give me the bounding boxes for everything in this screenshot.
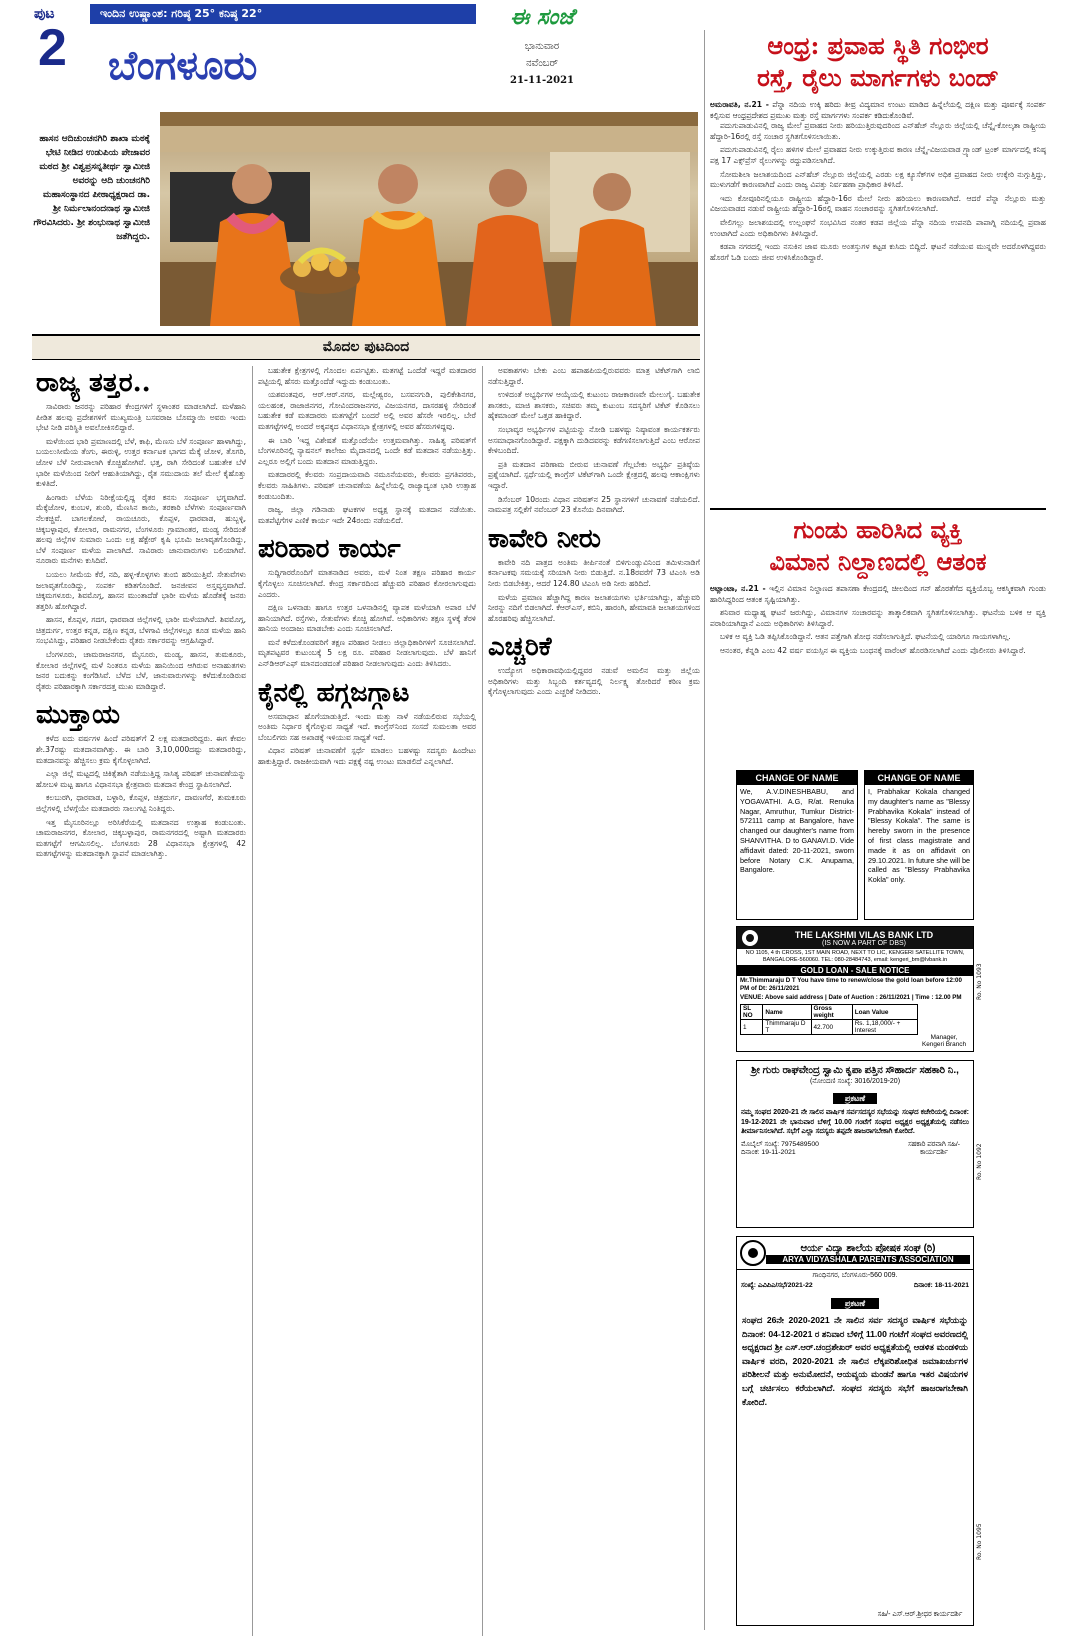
- day-label: ಭಾನುವಾರ: [524, 41, 560, 52]
- date-label: 21-11-2021: [510, 75, 574, 86]
- paragraph: ಕಳೆದ ಐದು ವರ್ಷಗಳ ಹಿಂದೆ ಪರಿಷತ್‌ಗೆ 2 ಲಕ್ಷ ಮತದಾರರಿದ್ದರು. ಈಗ ಕೇವಲ ಶೇ.37ರಷ್ಟು ಮತದಾನವಾಗಿತ್ತು. ಈ ಬಾರಿ 3,10,000ದಷ್ಟು ಮತದಾರರಿದ್ದು, ಮತದಾನವನ್ನು ಹೆಚ್ಚಿಸಲು ಕ್ರಮ ಕೈಗೊಳ್ಳಲಾಗಿದೆ.: [36, 734, 246, 765]
- monk-figure-2: [352, 164, 446, 326]
- notice-body: I, Prabhakar Kokala changed my daughter's name as "Blessy Prabhavika Kokala" instead of "Blessy Kokala". The same is hereby sworn in the presence of first class magistrate and made it as on affidavit on 29.10.2021. In future she will be called as "Blessy Prabhavika Kokla" only.: [868, 787, 970, 885]
- masthead: [0, 0, 700, 108]
- notice-tag: ಪ್ರಕಟಣೆ: [833, 1093, 877, 1104]
- paragraph: ಕಲಬುರಗಿ, ಧಾರವಾಡ, ಬಳ್ಳಾರಿ, ಕೊಪ್ಪಳ, ಚಿತ್ರದುರ್ಗ, ದಾವಣಗೆರೆ, ತುಮಕೂರು ಜಿಲ್ಲೆಗಳಲ್ಲಿ ಬೆಳಗ್ಗೆಯೇ ಮತದಾರರು ಸಾಲುಗಟ್ಟಿ ನಿಂತಿದ್ದರು.: [36, 793, 246, 813]
- headline-line-1: ಆಂಧ್ರ: ಪ್ರವಾಹ ಸ್ಥಿತಿ ಗಂಭೀರ: [767, 31, 989, 60]
- paragraph: ಬಳಿಕ ಆ ವ್ಯಕ್ತಿ ಓಡಿ ತಪ್ಪಿಸಿಕೊಂಡಿದ್ದಾನೆ. ಆತನ ಪತ್ತೆಗಾಗಿ ಶೋಧ ನಡೆಸಲಾಗುತ್ತಿದೆ. ಘಟನೆಯಲ್ಲಿ ಯಾರಿಗೂ ಗಾಯಗಳಾಗಿಲ್ಲ.: [720, 632, 1011, 642]
- paragraph: ಮಳೆಯ ಪ್ರಮಾಣ ಹೆಚ್ಚಾಗಿದ್ದ ಕಾರಣ ಜಲಾಶಯಗಳು ಭರ್ತಿಯಾಗಿದ್ದು, ಹೆಚ್ಚುವರಿ ನೀರನ್ನು ನದಿಗೆ ಬಿಡಲಾಗಿದೆ. ಕೆಆರ್‌ಎಸ್, ಕಬಿನಿ, ಹಾರಂಗಿ, ಹೇಮಾವತಿ ಜಲಾಶಯಗಳಿಂದ ಹೊರಹರಿವು ಹೆಚ್ಚಿಸಲಾಗಿದೆ.: [488, 592, 700, 623]
- notice-title: ಶ್ರೀ ಗುರು ರಾಘವೇಂದ್ರ ಸ್ವಾಮಿ ಕೃಪಾ ಪತ್ತಿನ ಸೌಹಾರ್ದ ಸಹಕಾರಿ ನಿ.,: [751, 1065, 959, 1076]
- paragraph: ಸಂಭಾವ್ಯರ ಅಭ್ಯರ್ಥಿಗಳ ಪಟ್ಟಿಯನ್ನು ನೋಡಿ ಬಹಳಷ್ಟು ನಿಷ್ಠಾವಂತ ಕಾರ್ಯಕರ್ತರು ಅಸಮಾಧಾನಗೊಂಡಿದ್ದಾರೆ. ಪಕ್ಷಕ್ಕಾಗಿ ದುಡಿದವರನ್ನು ಕಡೆಗಣಿಸಲಾಗುತ್ತಿದೆ ಎಂಬ ಆರೋಪ ಕೇಳಿಬಂದಿದೆ.: [488, 424, 700, 456]
- paragraph: ಸೋಮಶಿಲಾ ಜಲಾಶಯದಿಂದ ಎನ್‌ಹೆಚ್ ನೆಲ್ಲೂರು ಜಿಲ್ಲೆಯಲ್ಲಿ ಎರಡು ಲಕ್ಷ ಕ್ಯೂಸೆಕ್‌ಗಳ ಅಧಿಕ ಪ್ರವಾಹದ ನೀರು ಉಕ್ಕೇರಿ ನುಗ್ಗುತ್ತಿದ್ದು, ಮುಳುಗಡೆಗೆ ಕಾರಣವಾಗಿದೆ ಎಂದು ರಾಜ್ಯ ವಿಪತ್ತು ನಿರ್ವಹಣಾ ಪ್ರಾಧಿಕಾರ ತಿಳಿಸಿದೆ.: [710, 169, 1046, 190]
- paragraph: ಪದುಗುಪಾಡುವಿನಲ್ಲಿ ರೈಲು ಹಳಿಗಳ ಮೇಲೆ ಪ್ರವಾಹದ ನೀರು ಉಕ್ಕುತ್ತಿರುವ ಕಾರಣ ಚೆನ್ನೈ-ವಿಜಯವಾಡ ಗ್ರ್ಯಾಂಡ್ ಟ್ರಂಕ್ ಮಾರ್ಗದಲ್ಲಿ ಕನಿಷ್ಠ ಪಕ್ಷ 17 ಎಕ್ಸ್‌ಪ್ರೆಸ್ ರೈಲುಗಳನ್ನು ರದ್ದುಪಡಿಸಲಾಗಿದೆ.: [710, 145, 1046, 165]
- paragraph: ಬಯಲು ಸೀಮೆಯ ಕೆರೆ, ನದಿ, ಹಳ್ಳ-ಕೊಳ್ಳಗಳು ತುಂಬಿ ಹರಿಯುತ್ತಿವೆ. ಸೇತುವೆಗಳು ಜಲಾವೃತಗೊಂಡಿದ್ದು, ಸಂಪರ್ಕ ಕಡಿತಗೊಂಡಿದೆ. ಜನಜೀವನ ಅಸ್ತವ್ಯಸ್ತವಾಗಿದೆ. ಚಿಕ್ಕಮಗಳೂರು, ಶಿವಮೊಗ್ಗ, ಹಾಸನ ಮುಂತಾದೆಡೆ ಭಾರೀ ಮಳೆಯ ಹೊಡೆತಕ್ಕೆ ಜನರು ತತ್ತರಿಸಿ ಹೋಗಿದ್ದಾರೆ.: [36, 569, 246, 611]
- paragraph: ಯಶವಂತಪುರ, ಆರ್.ಆರ್.ನಗರ, ಮಲ್ಲೇಶ್ವರಂ, ಬಸವನಗುಡಿ, ಪುಲಿಕೇಶಿನಗರ, ಯಲಹಂಕ, ರಾಜಾಜಿನಗರ, ಗೋವಿಂದರಾಜನಗರ, ವಿಜಯನಗರ, ದಾಸರಹಳ್ಳಿ ಸೇರಿದಂತೆ ಬಹುತೇಕ ಕಡೆ ಮತದಾರರು ಮತಗಟ್ಟೆಗೆ ಬಂದರೆ ಅಲ್ಲಿ ಅವರ ಹೆಸರೇ ಇರಲಿಲ್ಲ. ಬೇರೆ ಮತಗಟ್ಟೆಗಳಲ್ಲಿ ಅಂದರೆ ಅಕ್ಕಪಕ್ಕದ ವಿಧಾನಸಭಾ ಕ್ಷೇತ್ರಗಳಲ್ಲಿ ಅವರ ಹೆಸರುಗಳಿದ್ದವು.: [258, 390, 476, 431]
- paragraph: ಕಾವೇರಿ ನದಿ ಪಾತ್ರದ ಅಂತಿಮ ತೀರ್ಪಿನಂತೆ ಬಿಳಿಗುಂಡ್ಲುವಿನಿಂದ ತಮಿಳುನಾಡಿಗೆ ಕರ್ನಾಟಕವು ಸಮಯಕ್ಕೆ ಸರಿಯಾಗಿ ನೀರು ಬಿಡುತ್ತಿದೆ. ನ.18ರವರೆಗೆ 73 ಟಿಎಂಸಿ ಅಡಿ ನೀರು ಬಿಡಬೇಕಿತ್ತು, ಆದರೆ 124.80 ಟಿಎಂಸಿ ಅಡಿ ನೀರು ಹರಿದಿದೆ.: [488, 557, 700, 588]
- bank-address: NO 1105, 4 th CROSS, 1ST MAIN ROAD, NEXT TO LIC, KENGERI SATELLITE TOWN, BANGALORE-560060. TEL: 080-28484743, email: kengeri_bm@lvbank.in: [745, 950, 965, 963]
- notice-body: Mr.Thimmaraju D T You have time to renew/close the gold loan before 12:00 PM of Dt: 26/11/2021: [740, 977, 962, 992]
- continued-banner-label: ಮೊದಲ ಪುಟದಿಂದ: [322, 339, 410, 355]
- association-emblem-icon: [740, 1240, 766, 1266]
- notice-phone: ಮೊಬೈಲ್ ಸಂಖ್ಯೆ: 7975489500: [741, 1140, 819, 1148]
- photo-caption: ಹಾಸನ ಆದಿಚುಂಚನಗಿರಿ ಶಾಖಾ ಮಠಕ್ಕೆ ಭೇಟಿ ನೀಡಿದ ಉಡುಪಿಯ ಪೇಜಾವರ ಮಠದ ಶ್ರೀ ವಿಶ್ವಪ್ರಸನ್ನತೀರ್ಥ ಸ್ವಾಮೀಜಿ ಅವರನ್ನು ಆದಿ ಚುಂಚನಗಿರಿ ಮಹಾಸಂಸ್ಥಾನದ ಪೀಠಾಧ್ಯಕ್ಷರಾದ ಡಾ. ಶ್ರೀ ನಿರ್ಮಲಾನಂದನಾಥ ಸ್ವಾಮೀಜಿ ಗೌರವಿಸಿದರು. ಶ್ರೀ ಶಂಭುನಾಥ ಸ್ವಾಮೀಜಿ ಜತೆಗಿದ್ದರು.: [33, 134, 150, 242]
- paragraph: ಹಿಂಗಾರು ಬೆಳೆಯ ನಿರೀಕ್ಷೆಯಲ್ಲಿದ್ದ ರೈತರ ಕನಸು ಸಂಪೂರ್ಣ ಭಗ್ನವಾಗಿದೆ. ಮೆಕ್ಕೆಜೋಳ, ಕುಂಬಳ, ಶುಂಠಿ, ಮೆಣಸಿನ ಕಾಯಿ, ತರಕಾರಿ ಬೆಳೆಗಳು ಸಂಪೂರ್ಣವಾಗಿ ನೆಲಕಚ್ಚಿವೆ. ಬಾಗಲಕೋಟೆ, ರಾಯಚೂರು, ಕೊಪ್ಪಳ, ಧಾರವಾಡ, ಹುಬ್ಬಳ್ಳಿ, ಚಿಕ್ಕಬಳ್ಳಾಪುರ, ಕೋಲಾರ, ರಾಮನಗರ, ಬೆಂಗಳೂರು ಗ್ರಾಮಾಂತರ, ಮಂಡ್ಯ ಸೇರಿದಂತೆ ಹಲವು ಜಿಲ್ಲೆಗಳ ಸುಮಾರು ಒಂದು ಲಕ್ಷ ಹೆಕ್ಟೇರ್ ಕೃಷಿ ಭೂಮಿ ಜಲಾವೃತಗೊಂಡಿದ್ದು, ಬೆಳೆ ಸಂಪೂರ್ಣ ಮಳೆಯ ಪಾಲಾಗಿದೆ. ಸಾವಿರಾರು ಜಾನುವಾರುಗಳು ಬಲಿಯಾಗಿವೆ. ನೂರಾರು ಮನೆಗಳು ಕುಸಿದಿವೆ.: [36, 492, 246, 566]
- cooperative-notice: [736, 1060, 974, 1228]
- headline-line-1: ಗುಂಡು ಹಾರಿಸಿದ ವ್ಯಕ್ತಿ: [793, 515, 963, 544]
- bank-gold-loan-notice: [736, 926, 974, 1052]
- notice-body: ಸಂಘದ 26ನೇ 2020-2021 ನೇ ಸಾಲಿನ ಸರ್ವ ಸದಸ್ಯರ ವಾರ್ಷಿಕ ಸಭೆಯನ್ನು ದಿನಾಂಕ: 04-12-2021 ರ ಶನಿವಾರ ಬೆಳಿಗ್ಗೆ 11.00 ಗಂಟೆಗೆ ಸಂಘದ ಅವರಣದಲ್ಲಿ ಅಧ್ಯಕ್ಷರಾದ ಶ್ರೀ ಎಸ್.ಆರ್.ಚಂದ್ರಶೇಖರ್ ಅವರ ಅಧ್ಯಕ್ಷತೆಯಲ್ಲಿ ಆಡಳಿತ ಮಂಡಳಿಯ ವಾರ್ಷಿಕ ವರದಿ, 2020-2021 ನೇ ಸಾಲಿನ ಲೆಕ್ಕಪರಿಶೋಧಿತ ಜಮಾಖರ್ಚುಗಳ ಪರಿಶೀಲನೆ ಮತ್ತು ಅನುಮೋದನೆ, ಆಯವ್ಯಯ ಮಂಡನೆ ಹಾಗೂ ಇತರ ವಿಷಯಗಳ ಬಗ್ಗೆ ಚರ್ಚಿಸಲು ಕರೆಯಲಾಗಿದೆ. ಸಂಘದ ಸದಸ್ಯರು ಸಭೆಗೆ ಹಾಜರಾಗಬೇಕಾಗಿ ಕೋರಿದೆ.: [742, 1315, 968, 1407]
- continued-banner: [32, 334, 700, 360]
- parents-association-notice: [736, 1236, 974, 1626]
- notice-date: ದಿನಾಂಕ: 18-11-2021: [913, 1282, 969, 1289]
- monk-figure-3: [466, 169, 552, 326]
- paragraph: ಹಾಸನ, ಕೊಪ್ಪಳ, ಗದಗ, ಧಾರವಾಡ ಜಿಲ್ಲೆಗಳಲ್ಲಿ ಭಾರೀ ಮಳೆಯಾಗಿದೆ. ಶಿವಮೊಗ್ಗ, ಚಿತ್ರದುರ್ಗ, ಉತ್ತರ ಕನ್ನಡ, ದಕ್ಷಿಣ ಕನ್ನಡ, ಬೆಳಗಾವಿ ಜಿಲ್ಲೆಗಳಲ್ಲೂ ಕೂಡ ಮಳೆಯ ಹಾನಿ ಸಂಭವಿಸಿದ್ದು, ಪರಿಹಾರ ನೀಡಬೇಕೆಂದು ರೈತರು ಸರ್ಕಾರವನ್ನು ಆಗ್ರಹಿಸಿದ್ದಾರೆ.: [36, 615, 246, 646]
- city-title: ಬೆಂಗಳೂರು: [108, 42, 258, 89]
- page-label: ಪುಟ: [34, 6, 55, 22]
- column-divider: [482, 366, 483, 1636]
- notice-ref: ಸಂಖ್ಯೆ: ಎವಿಪಿಎ/ಸಭೆ/2021-22: [741, 1282, 813, 1289]
- paragraph: ಆನಂತರ, ಕೆನ್ನಡಿ ಎಂಬ 42 ವರ್ಷ ವಯಸ್ಸಿನ ಈ ವ್ಯಕ್ತಿಯ ಬಂಧನಕ್ಕೆ ವಾರೆಂಟ್ ಹೊರಡಿಸಲಾಗಿದೆ ಎಂದು ಪೊಲೀಸರು ತಿಳಿಸಿದ್ದಾರೆ.: [720, 645, 1026, 655]
- paragraph: ಉಳಿದಂತೆ ಅಭ್ಯರ್ಥಿಗಳ ಆಯ್ಕೆಯಲ್ಲಿ ಕುಟುಂಬ ರಾಜಕಾರಣವೇ ಮೇಲುಗೈ. ಬಹುತೇಕ ಶಾಸಕರು, ಮಾಜಿ ಶಾಸಕರು, ಸಚಿವರು ತಮ್ಮ ಕುಟುಂಬ ಸದಸ್ಯರಿಗೆ ಟಿಕೆಟ್ ಕೊಡಿಸಲು ಹೈಕಮಾಂಡ್ ಮೇಲೆ ಒತ್ತಡ ಹಾಕಿದ್ದಾರೆ.: [488, 390, 700, 421]
- table-cell: 1: [741, 1020, 763, 1035]
- story-heading: ರಾಜ್ಯ ತತ್ತರ..: [36, 368, 151, 398]
- bank-name: THE LAKSHMI VILAS BANK LTD: [794, 929, 934, 940]
- ad-code: Ro. No 1093: [976, 963, 983, 1000]
- table-header: SL NO: [741, 1005, 763, 1020]
- paragraph: ಸುದ್ದಿಗಾರರೊಂದಿಗೆ ಮಾತನಾಡಿದ ಅವರು, ಮಳೆ ನಿಂತ ತಕ್ಷಣ ಪರಿಹಾರ ಕಾರ್ಯ ಕೈಗೊಳ್ಳಲು ಸೂಚಿಸಲಾಗಿದೆ. ಕೇಂದ್ರ ಸರ್ಕಾರದಿಂದ ಹೆಚ್ಚುವರಿ ಪರಿಹಾರ ಕೋರಲಾಗುವುದು ಎಂದರು.: [258, 568, 476, 599]
- paragraph: ಶನಿವಾರ ಮಧ್ಯಾಹ್ನ ಘಟನೆ ಜರುಗಿದ್ದು, ವಿಮಾನಗಳ ಸಂಚಾರವನ್ನು ತಾತ್ಕಾಲಿಕವಾಗಿ ಸ್ಥಗಿತಗೊಳಿಸಲಾಗಿತ್ತು. ಘಟನೆಯ ಬಳಿಕ ಆ ವ್ಯಕ್ತಿ ಪರಾರಿಯಾಗಿದ್ದಾನೆ ಎಂದು ಅಧಿಕಾರಿಗಳು ತಿಳಿಸಿದ್ದಾರೆ.: [710, 608, 1046, 628]
- paragraph: ಕಡಪಾ ನಗರದಲ್ಲಿ ಇಂದು ನಸುಕಿನ ಜಾವ ಮೂರು ಅಂತಸ್ತುಗಳ ಕಟ್ಟಡ ಕುಸಿದು ಬಿದ್ದಿದೆ. ಘಟನೆ ನಡೆಯುವ ಮುನ್ನವೇ ಅದರೊಳಗಿದ್ದವರು ಹೊರಗೆ ಓಡಿ ಬಂದು ಜೀವ ಉಳಿಸಿಕೊಂಡಿದ್ದಾರೆ.: [710, 242, 1046, 262]
- table-header: Loan Value: [852, 1005, 917, 1020]
- paragraph: ಈ ಬಾರಿ 'ಇದ್ದ ವಿಶೇಷತೆ ಮತ್ತೊಂದೆಯೇ ಉತ್ತಮವಾಗಿತ್ತು. ಸಾಹಿತ್ಯ ಪರಿಷತ್‌ಗೆ ಬೆಂಗಳೂರಿನಲ್ಲಿ ನ್ಯಾಷನಲ್ ಕಾಲೇಜು ಮೈದಾನದಲ್ಲಿ ಒಂದೇ ಕಡೆ ಮತದಾನ ನಡೆಯುತ್ತಿತ್ತು. ಎಲ್ಲರೂ ಅಲ್ಲಿಗೆ ಬಂದು ಮತದಾನ ಮಾಡುತ್ತಿದ್ದರು.: [258, 435, 476, 466]
- column-1: [36, 366, 246, 1646]
- association-name-en: ARYA VIDYASHALA PARENTS ASSOCIATION: [766, 1255, 970, 1264]
- photo-illustration: [160, 112, 698, 326]
- story-heading: ಕಾವೇರಿ ನೀರು: [488, 523, 601, 554]
- paragraph: ಸಾವಿರಾರು ಜನರನ್ನು ಪರಿಹಾರ ಕೇಂದ್ರಗಳಿಗೆ ಸ್ಥಳಾಂತರ ಮಾಡಲಾಗಿದೆ. ಮಳೆಹಾನಿ ಪೀಡಿತ ಹಲವು ಪ್ರದೇಶಗಳಿಗೆ ಮುಖ್ಯಮಂತ್ರಿ ಬಸವರಾಜ ಬೊಮ್ಮಾಯಿ ಅವರು ಇಂದು ಭೇಟಿ ನೀಡಿ ಪರಿಸ್ಥಿತಿ ಅವಲೋಕಿಸಲಿದ್ದಾರೆ.: [36, 402, 246, 433]
- paragraph: ರಾಜ್ಯ, ಜಿಲ್ಲಾ ಗಡಿನಾಡು ಘಟಕಗಳ ಅಧ್ಯಕ್ಷ ಸ್ಥಾನಕ್ಕೆ ಮತದಾನ ನಡೆಯಿತು. ಮತಪೆಟ್ಟಿಗೆಗಳ ಎಣಿಕೆ ಕಾರ್ಯ ಇದೇ 24ರಂದು ನಡೆಯಲಿದೆ.: [258, 505, 476, 525]
- story-heading: ಕೈನಲ್ಲಿ ಹಗ್ಗಜಗ್ಗಾಟ: [258, 677, 410, 708]
- table-cell: Rs. 1,18,000/- + Interest: [852, 1020, 917, 1035]
- paragraph: ಇದು ಕೋವೂರಿನಲ್ಲಿಯೂ ರಾಷ್ಟ್ರೀಯ ಹೆದ್ದಾರಿ-16ರ ಮೇಲೆ ನೀರು ಹರಿಯಲು ಕಾರಣವಾಗಿದೆ. ಆದರೆ ಪೆನ್ನಾ ನೆಲ್ಲೂರು ಮತ್ತು ವಿಜಯವಾಡದ ನಡುವೆ ರಾಷ್ಟ್ರೀಯ ಹೆದ್ದಾರಿ-16ರಲ್ಲಿ ವಾಹನ ಸಂಚಾರವನ್ನು ಸ್ಥಗಿತಗೊಳಿಸಲಾಗಿದೆ.: [710, 193, 1046, 214]
- sale-title: GOLD LOAN - SALE NOTICE: [737, 965, 973, 976]
- column-2: [258, 366, 476, 1646]
- notice-title: CHANGE OF NAME: [865, 771, 973, 785]
- association-address: ಗಾಂಧಿನಗರ, ಬೆಂಗಳೂರು-560 009.: [812, 1272, 898, 1279]
- paragraph: ಪೆನ್ನಾ ನದಿಯ ಉಕ್ಕಿ ಹರಿದು ತೀವ್ರ ವಿದ್ಯಮಾನ ಉಂಟು ಮಾಡಿದ ಹಿನ್ನೆಲೆಯಲ್ಲಿ ದಕ್ಷಿಣ ಮತ್ತು ಪೂರ್ವಕ್ಕೆ ಸಂಪರ್ಕ ಕಲ್ಪಿಸುವ ಆಂಧ್ರಪ್ರದೇಶದ ಪ್ರಮುಖ ಮತ್ತು ರಸ್ತೆ ಮಾರ್ಗಗಳು ಸಂಪರ್ಕ ಕಡಿದುಕೊಂಡಿವೆ.: [710, 100, 1046, 120]
- notice-body: ನಮ್ಮ ಸಂಘದ 2020-21 ನೇ ಸಾಲಿನ ವಾರ್ಷಿಕ ಸರ್ವಸದಸ್ಯರ ಸಭೆಯನ್ನು ಸಂಘದ ಕಚೇರಿಯಲ್ಲಿ ದಿನಾಂಕ: 19-12-2021 ನೇ ಭಾನುವಾರ ಬೆಳಿಗ್ಗೆ 10.00 ಗಂಟೆಗೆ ಸಂಘದ ಅಧ್ಯಕ್ಷರ ಅಧ್ಯಕ್ಷತೆಯಲ್ಲಿ ನಡೆಸಲು ತೀರ್ಮಾನಿಸಲಾಗಿದೆ. ಸಭೆಗೆ ಎಲ್ಲಾ ಸದಸ್ಯರು ತಪ್ಪದೇ ಹಾಜರಾಗಬೇಕಾಗಿ ಕೋರಿದೆ.: [741, 1109, 969, 1136]
- story-heading: ಎಚ್ಚರಿಕೆ: [488, 632, 552, 663]
- paper-logo: ಈ ಸಂಜೆ: [510, 4, 574, 30]
- paragraph: ವೇಲಿಗಲ್ಲು ಜಲಾಶಯದಲ್ಲಿ ಉಲ್ಲಂಘನೆ ಸಂಭವಿಸಿದ ನಂತರ ಕಡಪ ಜಿಲ್ಲೆಯ ಪೆನ್ನಾ ನದಿಯ ಉಪನದಿ ಪಾಪಾಗ್ನಿ ನದಿಯಲ್ಲಿ ಪ್ರವಾಹ ಉಂಟಾಗಿದೆ ಎಂದು ಅಧಿಕಾರಿಗಳು ತಿಳಿಸಿದ್ದಾರೆ.: [710, 217, 1046, 238]
- notice-sign: ಸಹಕಾರಿ ಪರವಾಗಿ ಸಹಿ/- ಕಾರ್ಯದರ್ಶಿ: [907, 1140, 960, 1156]
- notice-body: We, A.V.DINESHBABU, and YOGAVATHI. A.G, R/at. Renuka Nagar, Amruthur, Tumkur District-572111 camp at Bangalore, have changed our daughter's name from SHANVITHA. D to GANAVI.D. Vide affidavit dated: 20-11-2021, sworn before Notary C.K. Anupama, Bangalore.: [740, 787, 854, 875]
- dateline: ಅಮರಾವತಿ, ನ.21 -: [710, 100, 769, 109]
- paragraph: ಇತ್ತ ಮೈಸೂರಿನಲ್ಲೂ ಅರಿಸಿಕೆರೆಯಲ್ಲಿ ಮತದಾನದ ಉತ್ಸಾಹ ಕಂಡುಬಂತು. ಚಾಮರಾಜನಗರ, ಕೋಲಾರ, ಚಿಕ್ಕಬಳ್ಳಾಪುರ, ರಾಮನಗರದಲ್ಲಿ ಅಷ್ಟಾಗಿ ಮತದಾರರು ಮತಗಟ್ಟೆಗೆ ಆಗಮಿಸಲಿಲ್ಲ. ಬೆಂಗಳೂರು 28 ವಿಧಾನಸಭಾ ಕ್ಷೇತ್ರಗಳಲ್ಲಿ 42 ಮತಗಟ್ಟೆಗಳನ್ನು ಮತದಾನಕ್ಕಾಗಿ ಸ್ಥಾಪನೆ ಮಾಡಲಾಗಿತ್ತು.: [36, 817, 246, 859]
- headline-line-2: ವಿಮಾನ ನಿಲ್ದಾಣದಲ್ಲಿ ಆತಂಕ: [769, 547, 987, 576]
- divider: [710, 508, 1046, 510]
- dateline: ಅಟ್ಲಾಂಟಾ, ನ.21 -: [710, 584, 766, 593]
- paragraph: ಮಳೆಯಿಂದ ಭಾರಿ ಪ್ರಮಾಣದಲ್ಲಿ ಬೆಳೆ, ಕಾಫಿ, ಮೆಣಸು ಬೆಳೆ ಸಂಪೂರ್ಣ ಹಾಳಾಗಿದ್ದು, ಬಯಲುಸೀಮೆಯ ತೆಂಗು, ಈರುಳ್ಳಿ, ಉತ್ತರ ಕರ್ನಾಟಕ ಭಾಗದ ಮೆಕ್ಕೆ ಜೋಳ, ತೊಗರಿ, ಜೋಳ ಬೆಳೆ ನೀರುಪಾಲಾಗಿ ಕೊಚ್ಚಿಹೋಗಿವೆ. ಭತ್ತ, ರಾಗಿ ಸೇರಿದಂತೆ ಬಹುತೇಕ ಬೆಳೆ ಭಾರೀ ಮಳೆಯಿಂದ ನೀರಿಗೆ ಆಹುತಿಯಾಗಿದ್ದು, ರೈತ ಸಮುದಾಯ ತಲೆ ಮೇಲೆ ಕೈಹೊತ್ತು ಕುಳಿತಿದೆ.: [36, 436, 246, 489]
- paragraph: ಬಹುತೇಕ ಕ್ಷೇತ್ರಗಳಲ್ಲಿ ಗೊಂದಲ ಏರ್ಪಟ್ಟಿತು. ಮತಗಟ್ಟೆ ಒಂದೆಡೆ ಇದ್ದರೆ ಮತದಾರರ ಪಟ್ಟಿಯಲ್ಲಿ ಹೆಸರು ಮತ್ತೊಂದೆಡೆ ಇದ್ದುದು ಕಂಡುಬಂತು.: [258, 366, 476, 386]
- paragraph: ಪದುಗುಪಾಡುವಿನಲ್ಲಿ ರಾಜ್ಯ ಮೇಲೆ ಪ್ರವಾಹದ ನೀರು ಹರಿಯುತ್ತಿರುವುದರಿಂದ ಎನ್‌ಹೆಚ್ ನೆಲ್ಲೂರು ಜಿಲ್ಲೆಯಲ್ಲಿ ಚೆನ್ನೈ-ಕೋಲ್ಕತಾ ರಾಷ್ಟ್ರೀಯ ಹೆದ್ದಾರಿ-16ರಲ್ಲಿ ರಸ್ತೆ ಸಂಚಾರ ಸ್ಥಗಿತಗೊಳಿಸಲಾಯಿತು.: [710, 121, 1046, 141]
- date-block: [498, 38, 586, 89]
- paragraph: ವಿಧಾನ ಪರಿಷತ್ ಚುನಾವಣೆಗೆ ಸ್ಪರ್ಧೆ ಮಾಡಲು ಬಹಳಷ್ಟು ಸದಸ್ಯರು ಹಿಂದೇಟು ಹಾಕುತ್ತಿದ್ದಾರೆ. ರಾಜಕೀಯವಾಗಿ ಇದು ಪಕ್ಷಕ್ಕೆ ನಷ್ಟ ಉಂಟು ಮಾಡಲಿದೆ ಎನ್ನಲಾಗಿದೆ.: [258, 746, 476, 767]
- paragraph: ಮತದಾರರಲ್ಲಿ ಕೆಲವರು ಸಂಪ್ರದಾಯವಾದಿ ನಮೂನೆಯವರು, ಕೆಲವರು ಪ್ರಗತಿಪರರು, ಕೆಲವರು ಸಾಹಿತಿಗಳು. ಪರಿಷತ್ ಚುನಾವಣೆಯ ಹಿನ್ನೆಲೆಯಲ್ಲಿ ರಾಜ್ಯಾದ್ಯಂತ ಭಾರಿ ಉತ್ಸಾಹ ಕಂಡುಬಂದಿತು.: [258, 470, 476, 501]
- ad-code: Ro. No 1095: [976, 1523, 983, 1560]
- right-story-airport: [710, 514, 1046, 762]
- notice-reg: (ನೋಂದಣಿ ಸಂಖ್ಯೆ: 3016/2019-20): [809, 1078, 901, 1085]
- bank-logo-icon: [741, 929, 759, 947]
- column-divider: [704, 30, 705, 1630]
- notice-tag: ಪ್ರಕಟಣೆ: [831, 1298, 879, 1309]
- story-heading: ಮುಕ್ತಾಯ: [36, 700, 120, 731]
- column-3: [488, 366, 700, 1646]
- fruit-basket: [280, 250, 360, 294]
- auction-venue: VENUE: Above said address | Date of Auction : 26/11/2021 | Time : 12.00 PM: [740, 994, 962, 1001]
- change-of-name-notice-2: [864, 770, 974, 920]
- column-divider: [252, 366, 253, 1636]
- temperature-strip: ಇಂದಿನ ಉಷ್ಣಾಂಶ: ಗರಿಷ್ಠ 25° ಕನಿಷ್ಠ 22°: [90, 4, 476, 24]
- month-label: ನವೆಂಬರ್: [525, 58, 559, 69]
- notice-title: CHANGE OF NAME: [737, 771, 857, 785]
- right-story-flood: [710, 30, 1046, 500]
- table-header: Gross weight: [811, 1005, 852, 1020]
- table-cell: 42.700: [811, 1020, 852, 1035]
- change-of-name-notice-1: [736, 770, 858, 920]
- page-number: 2: [38, 19, 67, 77]
- paragraph: ಪ್ರತಿ ಮತದಾನ ಪರಿಣಾಮ ಬೀರುವ ಚುನಾವಣೆ ಗೆಲ್ಲಬೇಕು ಅಭ್ಯರ್ಥಿ ಪ್ರತಿಷ್ಠೆಯ ಪ್ರಶ್ನೆಯಾಗಿದೆ. ಸ್ಪರ್ಧೆಯಲ್ಲಿ ಕಾಂಗ್ರೆಸ್ ಟಿಕೆಟ್‌ಗಾಗಿ ಒಂದೇ ಕ್ಷೇತ್ರದಲ್ಲಿ ಹಲವು ಆಕಾಂಕ್ಷಿಗಳು ಇದ್ದಾರೆ.: [488, 459, 700, 490]
- paragraph: ಡಿಸೆಂಬರ್ 10ರಂದು ವಿಧಾನ ಪರಿಷತ್‌ನ 25 ಸ್ಥಾನಗಳಿಗೆ ಚುನಾವಣೆ ನಡೆಯಲಿದೆ. ನಾಮಪತ್ರ ಸಲ್ಲಿಕೆಗೆ ನವೆಂಬರ್ 23 ಕೊನೆಯ ದಿನವಾಗಿದೆ.: [488, 494, 700, 515]
- paragraph: ಎಲ್ಲಾ ಜಿಲ್ಲೆ ಮಟ್ಟದಲ್ಲಿ ಚಿಕಿತ್ಸೆತಾಗಿ ನಡೆಯುತ್ತಿದ್ದ ಸಾಸಿತ್ಯ ಪರಿಷತ್ ಚುನಾವಣೆಯನ್ನು ಹೋಬಳಿ ಮಟ್ಟ ಹಾಗೂ ವಿಧಾನಸಭಾ ಕ್ಷೇತ್ರವಾರು ಮತದಾನ ಕೇಂದ್ರ ಸ್ಥಾಪಿಸಲಾಗಿದೆ.: [36, 769, 246, 789]
- paragraph: ಅವಕಾಶಗಳು ಬೇಕು ಎಂಬ ಹಪಾಹಪಿಯಲ್ಲಿರುವವರು ಮಾತ್ರ ಟಿಕೆಟ್‌ಗಾಗಿ ಲಾಬಿ ನಡೆಸುತ್ತಿದ್ದಾರೆ.: [488, 366, 700, 386]
- paragraph: ಅಸಮಾಧಾನ ಹೊಗೆಯಾಡುತ್ತಿದೆ. ಇಂದು ಮತ್ತು ನಾಳೆ ನಡೆಯಲಿರುವ ಸಭೆಯಲ್ಲಿ ಅಂತಿಮ ನಿರ್ಧಾರ ಕೈಗೊಳ್ಳುವ ಸಾಧ್ಯತೆ ಇದೆ. ಕಾಂಗ್ರೆಸ್‌ನಿಂದ ಸಂಸದೆ ಸುಮಲತಾ ಅವರ ಬೆಂಬಲಿಗರು ಸಹ ಅಖಾಡಕ್ಕೆ ಇಳಿಯುವ ಸಾಧ್ಯತೆ ಇದೆ.: [258, 711, 476, 742]
- story-heading: ಪರಿಹಾರ ಕಾರ್ಯ: [258, 534, 401, 565]
- notice-sign: ಸಹಿ/- ಎಸ್.ಆರ್.ಶ್ರೀಧರ ಕಾರ್ಯದರ್ಶಿ: [877, 1611, 963, 1618]
- paragraph: ಬೆಂಗಳೂರು, ಚಾಮರಾಜನಗರ, ಮೈಸೂರು, ಮಂಡ್ಯ, ಹಾಸನ, ತುಮಕೂರು, ಕೋಲಾರ ಜಿಲ್ಲೆಗಳಲ್ಲಿ ಮಳೆ ನಿಂತರೂ ಮಳೆಯ ಹಾನಿಯಿಂದ ಆಗಿರುವ ಅನಾಹುತಗಳು ಜನರ ಬದುಕನ್ನು ಕಂಗೆಡಿಸಿವೆ. ಬೆಳೆದ ಬೆಳೆ, ಜಾನುವಾರುಗಳನ್ನು ಕಳೆದುಕೊಂಡಿರುವ ರೈತರು ಪರಿಹಾರಕ್ಕಾಗಿ ಸರ್ಕಾರದತ್ತ ಮುಖ ಮಾಡಿದ್ದಾರೆ.: [36, 650, 246, 691]
- paragraph: ಮನೆ ಕಳೆದುಕೊಂಡವರಿಗೆ ತಕ್ಷಣ ಪರಿಹಾರ ನೀಡಲು ಜಿಲ್ಲಾಧಿಕಾರಿಗಳಿಗೆ ಸೂಚಿಸಲಾಗಿದೆ. ಮೃತಪಟ್ಟವರ ಕುಟುಂಬಕ್ಕೆ 5 ಲಕ್ಷ ರೂ. ಪರಿಹಾರ ನೀಡಲಾಗುವುದು. ಬೆಳೆ ಹಾನಿಗೆ ಎನ್‌ಡಿಆರ್‌ಎಫ್ ಮಾನದಂಡದಂತೆ ಪರಿಹಾರ ನೀಡಲಾಗುವುದು ಎಂದು ತಿಳಿಸಿದರು.: [258, 637, 476, 669]
- headline-line-2: ರಸ್ತೆ, ರೈಲು ಮಾರ್ಗಗಳು ಬಂದ್: [757, 63, 999, 92]
- news-photo: [160, 112, 698, 326]
- paragraph: ದಕ್ಷಿಣ ಒಳನಾಡು ಹಾಗೂ ಉತ್ತರ ಒಳನಾಡಿನಲ್ಲಿ ವ್ಯಾಪಕ ಮಳೆಯಾಗಿ ಅಪಾರ ಬೆಳೆ ಹಾನಿಯಾಗಿದೆ. ರಸ್ತೆಗಳು, ಸೇತುವೆಗಳು ಕೊಚ್ಚಿ ಹೋಗಿವೆ. ಅಧಿಕಾರಿಗಳು ತಕ್ಷಣ ಸ್ಥಳಕ್ಕೆ ತೆರಳಿ ಹಾನಿಯ ಅಂದಾಜು ಮಾಡಬೇಕು ಎಂದು ಸೂಚಿಸಲಾಗಿದೆ.: [258, 603, 476, 634]
- notice-date: ದಿನಾಂಕ: 19-11-2021: [741, 1148, 796, 1156]
- ad-code: Ro. No 1092: [976, 1143, 983, 1180]
- paragraph: ಉದ್ಯೋಗ ಅಧಿಕಾರಾವಧಿಯಲ್ಲಿದ್ದವರ ನಡುವೆ ಅಮಲಿನ ಮತ್ತು ಜಿಲ್ಲೆಯ ಅಧಿಕಾರಿಗಳು ಮತ್ತು ಸಿಬ್ಬಂದಿ ಕರ್ತವ್ಯದಲ್ಲಿ ನಿರ್ಲಕ್ಷ್ಯ ತೋರಿದರೆ ಕಠಿಣ ಕ್ರಮ ಕೈಗೊಳ್ಳಲಾಗುವುದು ಎಂದು ಎಚ್ಚರಿಕೆ ನೀಡಿದರು.: [488, 666, 700, 697]
- table-cell: Thimmaraju D T: [763, 1020, 811, 1035]
- table-header: Name: [763, 1005, 811, 1020]
- bank-subtitle: (IS NOW A PART OF DBS): [821, 939, 906, 947]
- notice-sign: Manager, Kengeri Branch: [921, 1034, 967, 1048]
- association-name-kn: ಆರ್ಯ ವಿದ್ಯಾ ಶಾಲೆಯ ಪೋಷಕ ಸಂಘ (ರಿ): [800, 1242, 936, 1254]
- gold-loan-table: [740, 1004, 918, 1035]
- paragraph: ಇಲ್ಲಿನ ವಿಮಾನ ನಿಲ್ದಾಣದ ತಪಾಸಣಾ ಕೇಂದ್ರದಲ್ಲಿ ಚೀಲದಿಂದ ಗನ್ ಹೊರತೆಗೆದ ವ್ಯಕ್ತಿಯೊಬ್ಬ ಆಕಸ್ಮಿಕವಾಗಿ ಗುಂಡು ಹಾರಿಸಿದ್ದರಿಂದ ಆತಂಕ ಸೃಷ್ಟಿಯಾಗಿತ್ತು.: [710, 584, 1046, 604]
